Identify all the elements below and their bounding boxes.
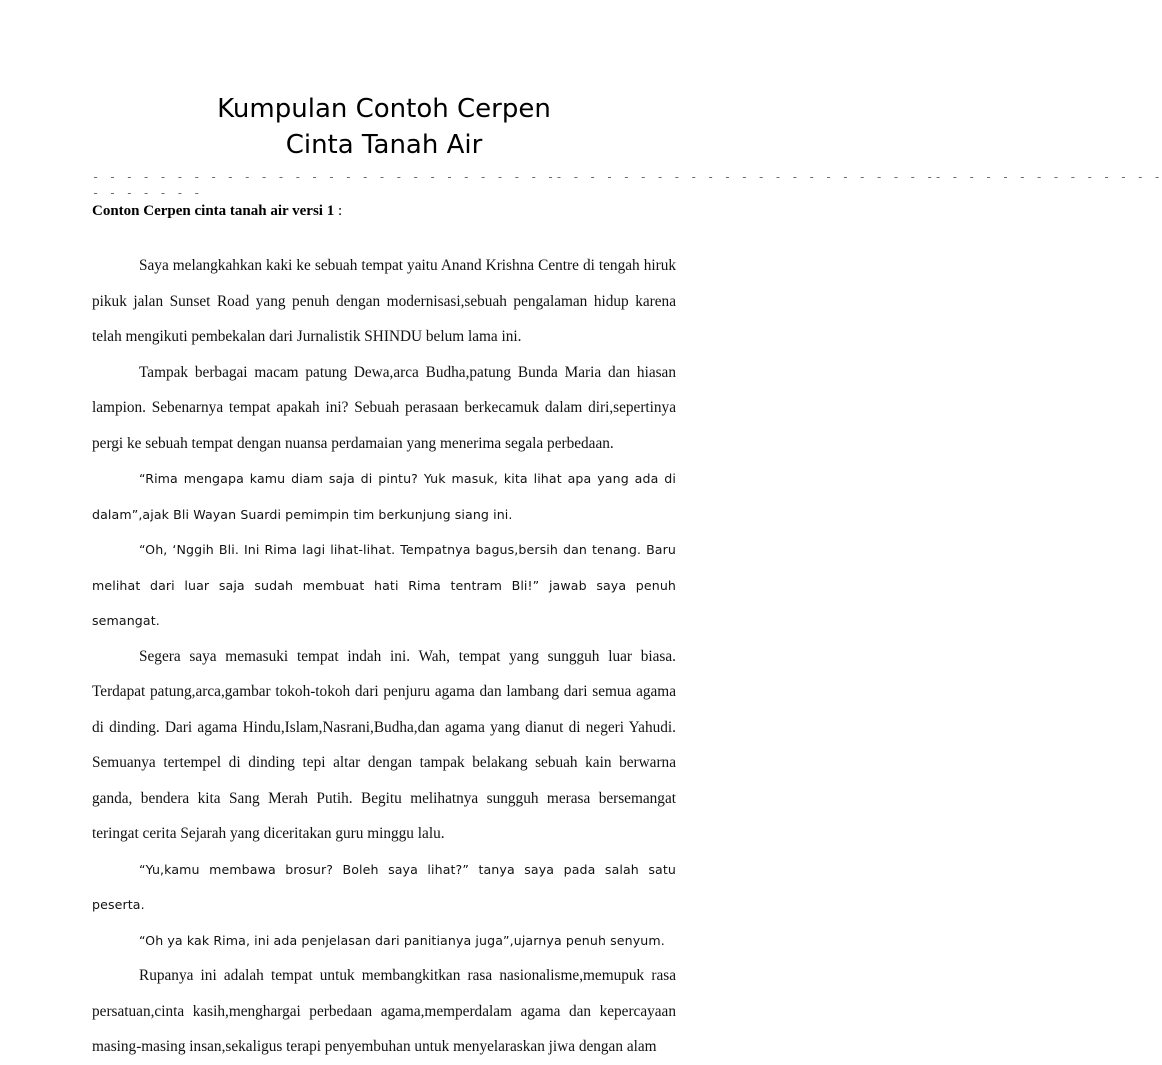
paragraph-5: Segera saya memasuki tempat indah ini. Wah, tempat yang sungguh luar biasa. Terdapat patung,arca,gambar tokoh-tokoh dari penjuru agama dan lambang dari semua agama di dinding. Dari agama Hindu,Islam,Nasrani,Budha,dan agama yang dianut di negeri Yahudi. Semuanya tertempel di dinding tepi altar dengan tampak belakang sebuah kain berwarna ganda, bendera kita Sang Merah Putih. Begitu melihatnya sungguh merasa bersemangat teringat cerita Sejarah yang diceritakan guru minggu lalu. xyxy=(92,647,676,842)
dashed-separator-1: - - - - - - - - - - - - - - - - - - - - - - - - - - - -- - - - - - - - - - - - - - - - - - - - - - -- - - - - - - - - - - - - - xyxy=(92,170,1162,184)
dashed-separator-2: - - - - - - - xyxy=(92,186,202,200)
paragraph-8: Rupanya ini adalah tempat untuk membangkitkan rasa nasionalisme,memupuk rasa persatuan,cinta kasih,menghargai perbedaan agama,memperdalam agama dan kepercayaan masing-masing insan,sekaligus terapi penyembuhan untuk menyelaraskan jiwa dengan alam xyxy=(92,967,676,1055)
paragraph-3-dialog: “Rima mengapa kamu diam saja di pintu? Yuk masuk, kita lihat apa yang ada di dalam”,ajak Bli Wayan Suardi pemimpin tim berkunjung siang ini. xyxy=(92,471,676,522)
paragraph-1: Saya melangkahkan kaki ke sebuah tempat yaitu Anand Krishna Centre di tengah hiruk pikuk jalan Sunset Road yang penuh dengan modernisasi,sebuah pengalaman hidup karena telah mengikuti pembekalan dari Jurnalistik SHINDU belum lama ini. xyxy=(92,257,676,345)
subheading-text: Conton Cerpen cinta tanah air versi 1 xyxy=(92,203,335,219)
paragraph-6-dialog: “Yu,kamu membawa brosur? Boleh saya lihat?” tanya saya pada salah satu peserta. xyxy=(92,861,676,912)
paragraph-2: Tampak berbagai macam patung Dewa,arca Budha,patung Bunda Maria dan hiasan lampion. Sebenarnya tempat apakah ini? Sebuah perasaan berkecamuk dalam diri,sepertinya pergi ke sebuah tempat dengan nuansa perdamaian yang menerima segala perbedaan. xyxy=(92,363,676,452)
subheading-colon: : xyxy=(334,203,343,219)
document-title-line-2: Cinta Tanah Air xyxy=(285,130,483,160)
document-title-line-1: Kumpulan Contoh Cerpen xyxy=(217,94,551,124)
story-body xyxy=(92,248,676,1065)
paragraph-4-dialog: “Oh, ‘Nggih Bli. Ini Rima lagi lihat-lihat. Tempatnya bagus,bersih dan tenang. Baru melihat dari luar saja sudah membuat hati Rima tentram Bli!” jawab saya penuh semangat. xyxy=(92,542,676,628)
version-subheading xyxy=(92,201,342,221)
paragraph-7-dialog: “Oh ya kak Rima, ini ada penjelasan dari panitianya juga”,ujarnya penuh senyum. xyxy=(139,932,665,948)
